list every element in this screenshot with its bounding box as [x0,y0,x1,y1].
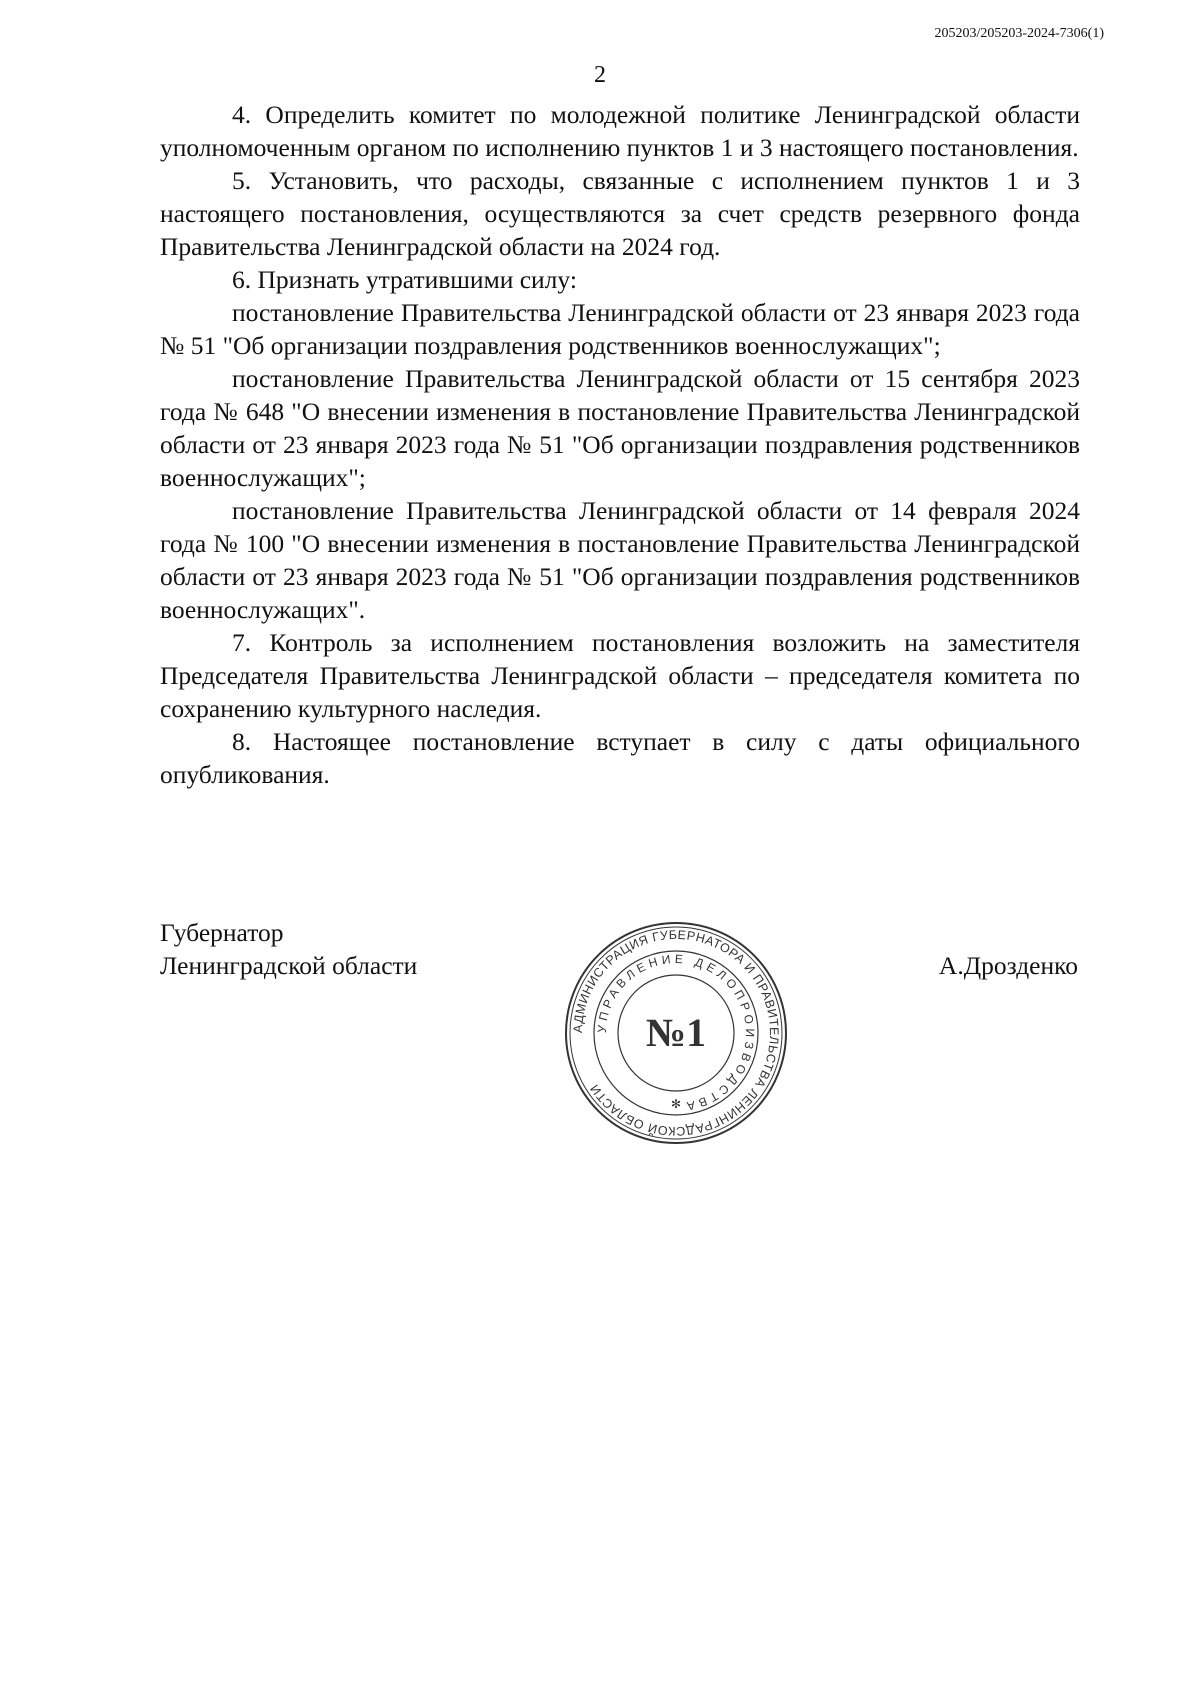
paragraph-8: 8. Настоящее постановление вступает в силу с даты официального опубликования. [160,727,1080,789]
official-stamp [561,918,791,1148]
svg-text:✻: ✻ [670,1097,682,1111]
stamp-center-text: №1 [645,1010,707,1055]
signatory-title-line2: Ленинградской области [160,951,418,980]
paragraph-5: 5. Установить, что расходы, связанные с исполнением пунктов 1 и 3 настоящего постановления, осуществляются за счет средств резервного фонда Правительства Ленинградской области на 2024 год. [160,166,1080,261]
signatory-title-line1: Губернатор [160,918,284,947]
svg-text:АДМИНИСТРАЦИЯ ГУБЕРНАТОРА И ПР: АДМИНИСТРАЦИЯ ГУБЕРНАТОРА И ПРАВИТЕЛЬСТВА ЛЕНИНГРАДСКОЙ ОБЛАСТИ [570,927,782,1139]
document-body [160,98,1080,791]
document-number: 205203/205203-2024-7306(1) [934,26,1104,41]
paragraph-4: 4. Определить комитет по молодежной политике Ленинградской области уполномоченным органом по исполнению пунктов 1 и 3 настоящего постановления. [160,100,1080,162]
signatory-title [160,916,417,982]
signatory-name: А.Дрозденко [938,951,1078,980]
svg-text:УПРАВЛЕНИЕ ДЕЛОПРОИЗВОДСТВА: УПРАВЛЕНИЕ ДЕЛОПРОИЗВОДСТВА [594,951,758,1114]
paragraph-6: 6. Признать утратившими силу: [232,265,577,294]
page-number: 2 [594,62,606,88]
repealed-item-2: постановление Правительства Ленинградской области от 15 сентября 2023 года № 648 "О внесении изменения в постановление Правительства Ленинградской области от 23 января 2023 года № 51 "Об организации поздравления родственников военнослужащих"; [160,364,1080,492]
repealed-item-1: постановление Правительства Ленинградской области от 23 января 2023 года № 51 "Об организации поздравления родственников военнослужащих"; [160,298,1080,360]
paragraph-7: 7. Контроль за исполнением постановления возложить на заместителя Председателя Правительства Ленинградской области – председателя комитета по сохранению культурного наследия. [160,628,1080,723]
repealed-item-3: постановление Правительства Ленинградской области от 14 февраля 2024 года № 100 "О внесении изменения в постановление Правительства Ленинградской области от 23 января 2023 года № 51 "Об организации поздравления родственников военнослужащих". [160,496,1080,624]
